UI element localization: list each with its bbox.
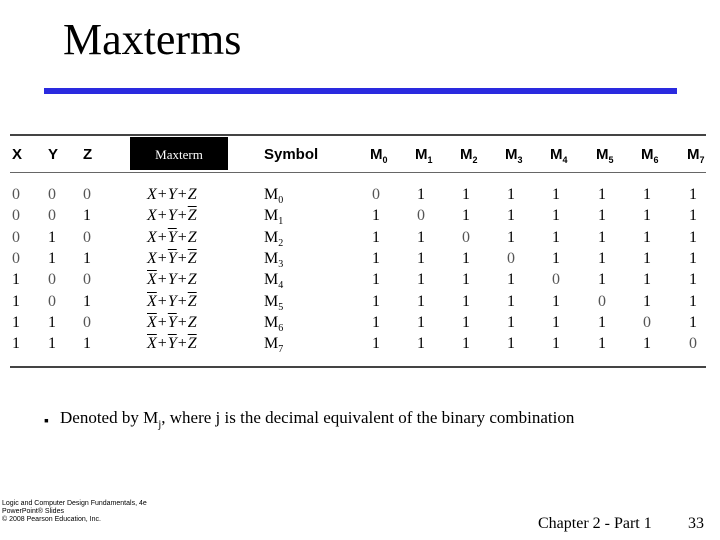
cell-m6: 1 xyxy=(643,292,651,310)
maxterm-expression: X+Y+Z xyxy=(147,186,197,203)
cell-m2: 1 xyxy=(462,271,470,289)
cell-m7: 1 xyxy=(689,207,697,225)
header-maxterm: Maxterm xyxy=(130,137,228,170)
cell-x: 0 xyxy=(12,249,20,267)
cell-m3: 1 xyxy=(507,335,515,353)
cell-z: 1 xyxy=(83,207,91,225)
maxterm-expression: $\overline{X}+Y+Z$ xyxy=(147,271,197,289)
title-underline xyxy=(44,88,677,94)
cell-m5: 1 xyxy=(598,186,606,203)
cell-m7: 1 xyxy=(689,228,697,246)
maxterm-symbol: $M_1$ xyxy=(264,207,284,228)
cell-y: 1 xyxy=(48,335,56,353)
page-number: 33 xyxy=(688,515,704,532)
cell-m3: 1 xyxy=(507,292,515,310)
cell-m2: 0 xyxy=(462,228,470,246)
maxterm-expression: $X+\overline{Y}+Z$ xyxy=(147,228,197,246)
cell-m1: 1 xyxy=(417,335,425,353)
cell-m7: 1 xyxy=(689,186,697,203)
cell-m1: 0 xyxy=(417,207,425,225)
cell-m1: 1 xyxy=(417,228,425,246)
maxterm-expression: $\overline{X}+\overline{Y}+\overline{Z}$ xyxy=(147,335,197,353)
bullet-marker: ▪ xyxy=(44,414,49,429)
cell-m7: 1 xyxy=(689,271,697,289)
maxterm-symbol: $M_0$ xyxy=(264,186,284,207)
cell-m4: 1 xyxy=(552,249,560,267)
cell-m7: 1 xyxy=(689,292,697,310)
cell-x: 1 xyxy=(12,313,20,331)
cell-m5: 1 xyxy=(598,313,606,331)
cell-m0: 1 xyxy=(372,292,380,310)
cell-m6: 1 xyxy=(643,249,651,267)
cell-x: 0 xyxy=(12,186,20,203)
cell-m5: 1 xyxy=(598,228,606,246)
cell-x: 1 xyxy=(12,292,20,310)
cell-m5: 1 xyxy=(598,335,606,353)
header-m1: $M_1$ xyxy=(415,146,433,165)
header-m6: $M_6$ xyxy=(641,146,659,165)
cell-m7: 1 xyxy=(689,249,697,267)
maxterm-expression: $\overline{X}+Y+\overline{Z}$ xyxy=(147,292,197,310)
cell-m6: 1 xyxy=(643,335,651,353)
cell-m2: 1 xyxy=(462,292,470,310)
maxterm-expression: $X+\overline{Y}+\overline{Z}$ xyxy=(147,249,197,267)
cell-m5: 1 xyxy=(598,271,606,289)
cell-m1: 1 xyxy=(417,292,425,310)
cell-m0: 1 xyxy=(372,313,380,331)
maxterm-symbol: $M_6$ xyxy=(264,313,284,334)
cell-m3: 1 xyxy=(507,186,515,203)
cell-y: 1 xyxy=(48,249,56,267)
cell-m0: 1 xyxy=(372,207,380,225)
header-m0: $M_0$ xyxy=(370,146,388,165)
header-symbol: Symbol xyxy=(264,146,319,163)
cell-m0: 1 xyxy=(372,271,380,289)
cell-m3: 1 xyxy=(507,313,515,331)
cell-m2: 1 xyxy=(462,313,470,331)
cell-m6: 1 xyxy=(643,228,651,246)
cell-m6: 1 xyxy=(643,271,651,289)
cell-z: 0 xyxy=(83,228,91,246)
maxterm-symbol: $M_4$ xyxy=(264,271,284,292)
cell-z: 0 xyxy=(83,186,91,203)
maxterm-symbol: $M_2$ xyxy=(264,228,284,249)
header-m7: $M_7$ xyxy=(687,146,705,165)
table-bottom-rule xyxy=(10,366,706,368)
cell-y: 0 xyxy=(48,292,56,310)
cell-m2: 1 xyxy=(462,186,470,203)
cell-y: 1 xyxy=(48,228,56,246)
cell-m3: 0 xyxy=(507,249,515,267)
cell-m5: 0 xyxy=(598,292,606,310)
cell-m4: 1 xyxy=(552,313,560,331)
cell-z: 1 xyxy=(83,292,91,310)
footer-chapter: Chapter 2 - Part 1 xyxy=(538,515,652,532)
cell-m6: 0 xyxy=(643,313,651,331)
cell-m4: 1 xyxy=(552,292,560,310)
cell-m5: 1 xyxy=(598,249,606,267)
note-text: Denoted by $M_j$, where j is the decimal equivalent of the binary combination xyxy=(60,408,575,431)
slide-title: Maxterms xyxy=(63,15,242,64)
cell-x: 1 xyxy=(12,271,20,289)
cell-z: 1 xyxy=(83,249,91,267)
header-z: Z xyxy=(83,146,93,163)
cell-m1: 1 xyxy=(417,249,425,267)
cell-m4: 1 xyxy=(552,335,560,353)
table-header-rule xyxy=(10,172,706,173)
cell-m0: 0 xyxy=(372,186,380,203)
cell-m6: 1 xyxy=(643,207,651,225)
cell-m3: 1 xyxy=(507,207,515,225)
header-y: Y xyxy=(48,146,59,163)
cell-m7: 1 xyxy=(689,313,697,331)
cell-x: 0 xyxy=(12,228,20,246)
header-m2: $M_2$ xyxy=(460,146,478,165)
header-x: X xyxy=(12,146,23,163)
cell-m0: 1 xyxy=(372,228,380,246)
cell-y: 0 xyxy=(48,207,56,225)
cell-x: 0 xyxy=(12,207,20,225)
publisher-logo: Logic and Computer Design Fundamentals, 4e PowerPoint® Slides © 2008 Pearson Education, Inc. xyxy=(2,500,147,523)
cell-y: 0 xyxy=(48,186,56,203)
cell-m4: 1 xyxy=(552,207,560,225)
cell-x: 1 xyxy=(12,335,20,353)
cell-m1: 1 xyxy=(417,186,425,203)
maxterm-symbol: $M_5$ xyxy=(264,292,284,313)
table-top-rule xyxy=(10,134,706,136)
cell-m4: 1 xyxy=(552,186,560,203)
header-m5: $M_5$ xyxy=(596,146,614,165)
cell-y: 1 xyxy=(48,313,56,331)
cell-m2: 1 xyxy=(462,335,470,353)
cell-m7: 0 xyxy=(689,335,697,353)
maxterm-symbol: $M_7$ xyxy=(264,335,284,356)
cell-m0: 1 xyxy=(372,335,380,353)
cell-m1: 1 xyxy=(417,271,425,289)
cell-z: 1 xyxy=(83,335,91,353)
cell-y: 0 xyxy=(48,271,56,289)
cell-m3: 1 xyxy=(507,228,515,246)
cell-m4: 1 xyxy=(552,228,560,246)
cell-m0: 1 xyxy=(372,249,380,267)
cell-m5: 1 xyxy=(598,207,606,225)
cell-m1: 1 xyxy=(417,313,425,331)
maxterm-symbol: $M_3$ xyxy=(264,249,284,271)
cell-m2: 1 xyxy=(462,249,470,267)
maxterm-expression: $\overline{X}+\overline{Y}+Z$ xyxy=(147,313,197,331)
cell-m6: 1 xyxy=(643,186,651,203)
maxterm-expression: $X+Y+\overline{Z}$ xyxy=(147,207,197,225)
cell-m3: 1 xyxy=(507,271,515,289)
cell-z: 0 xyxy=(83,271,91,289)
cell-m2: 1 xyxy=(462,207,470,225)
header-m3: $M_3$ xyxy=(505,146,523,165)
header-m4: $M_4$ xyxy=(550,146,568,165)
cell-z: 0 xyxy=(83,313,91,331)
cell-m4: 0 xyxy=(552,271,560,289)
